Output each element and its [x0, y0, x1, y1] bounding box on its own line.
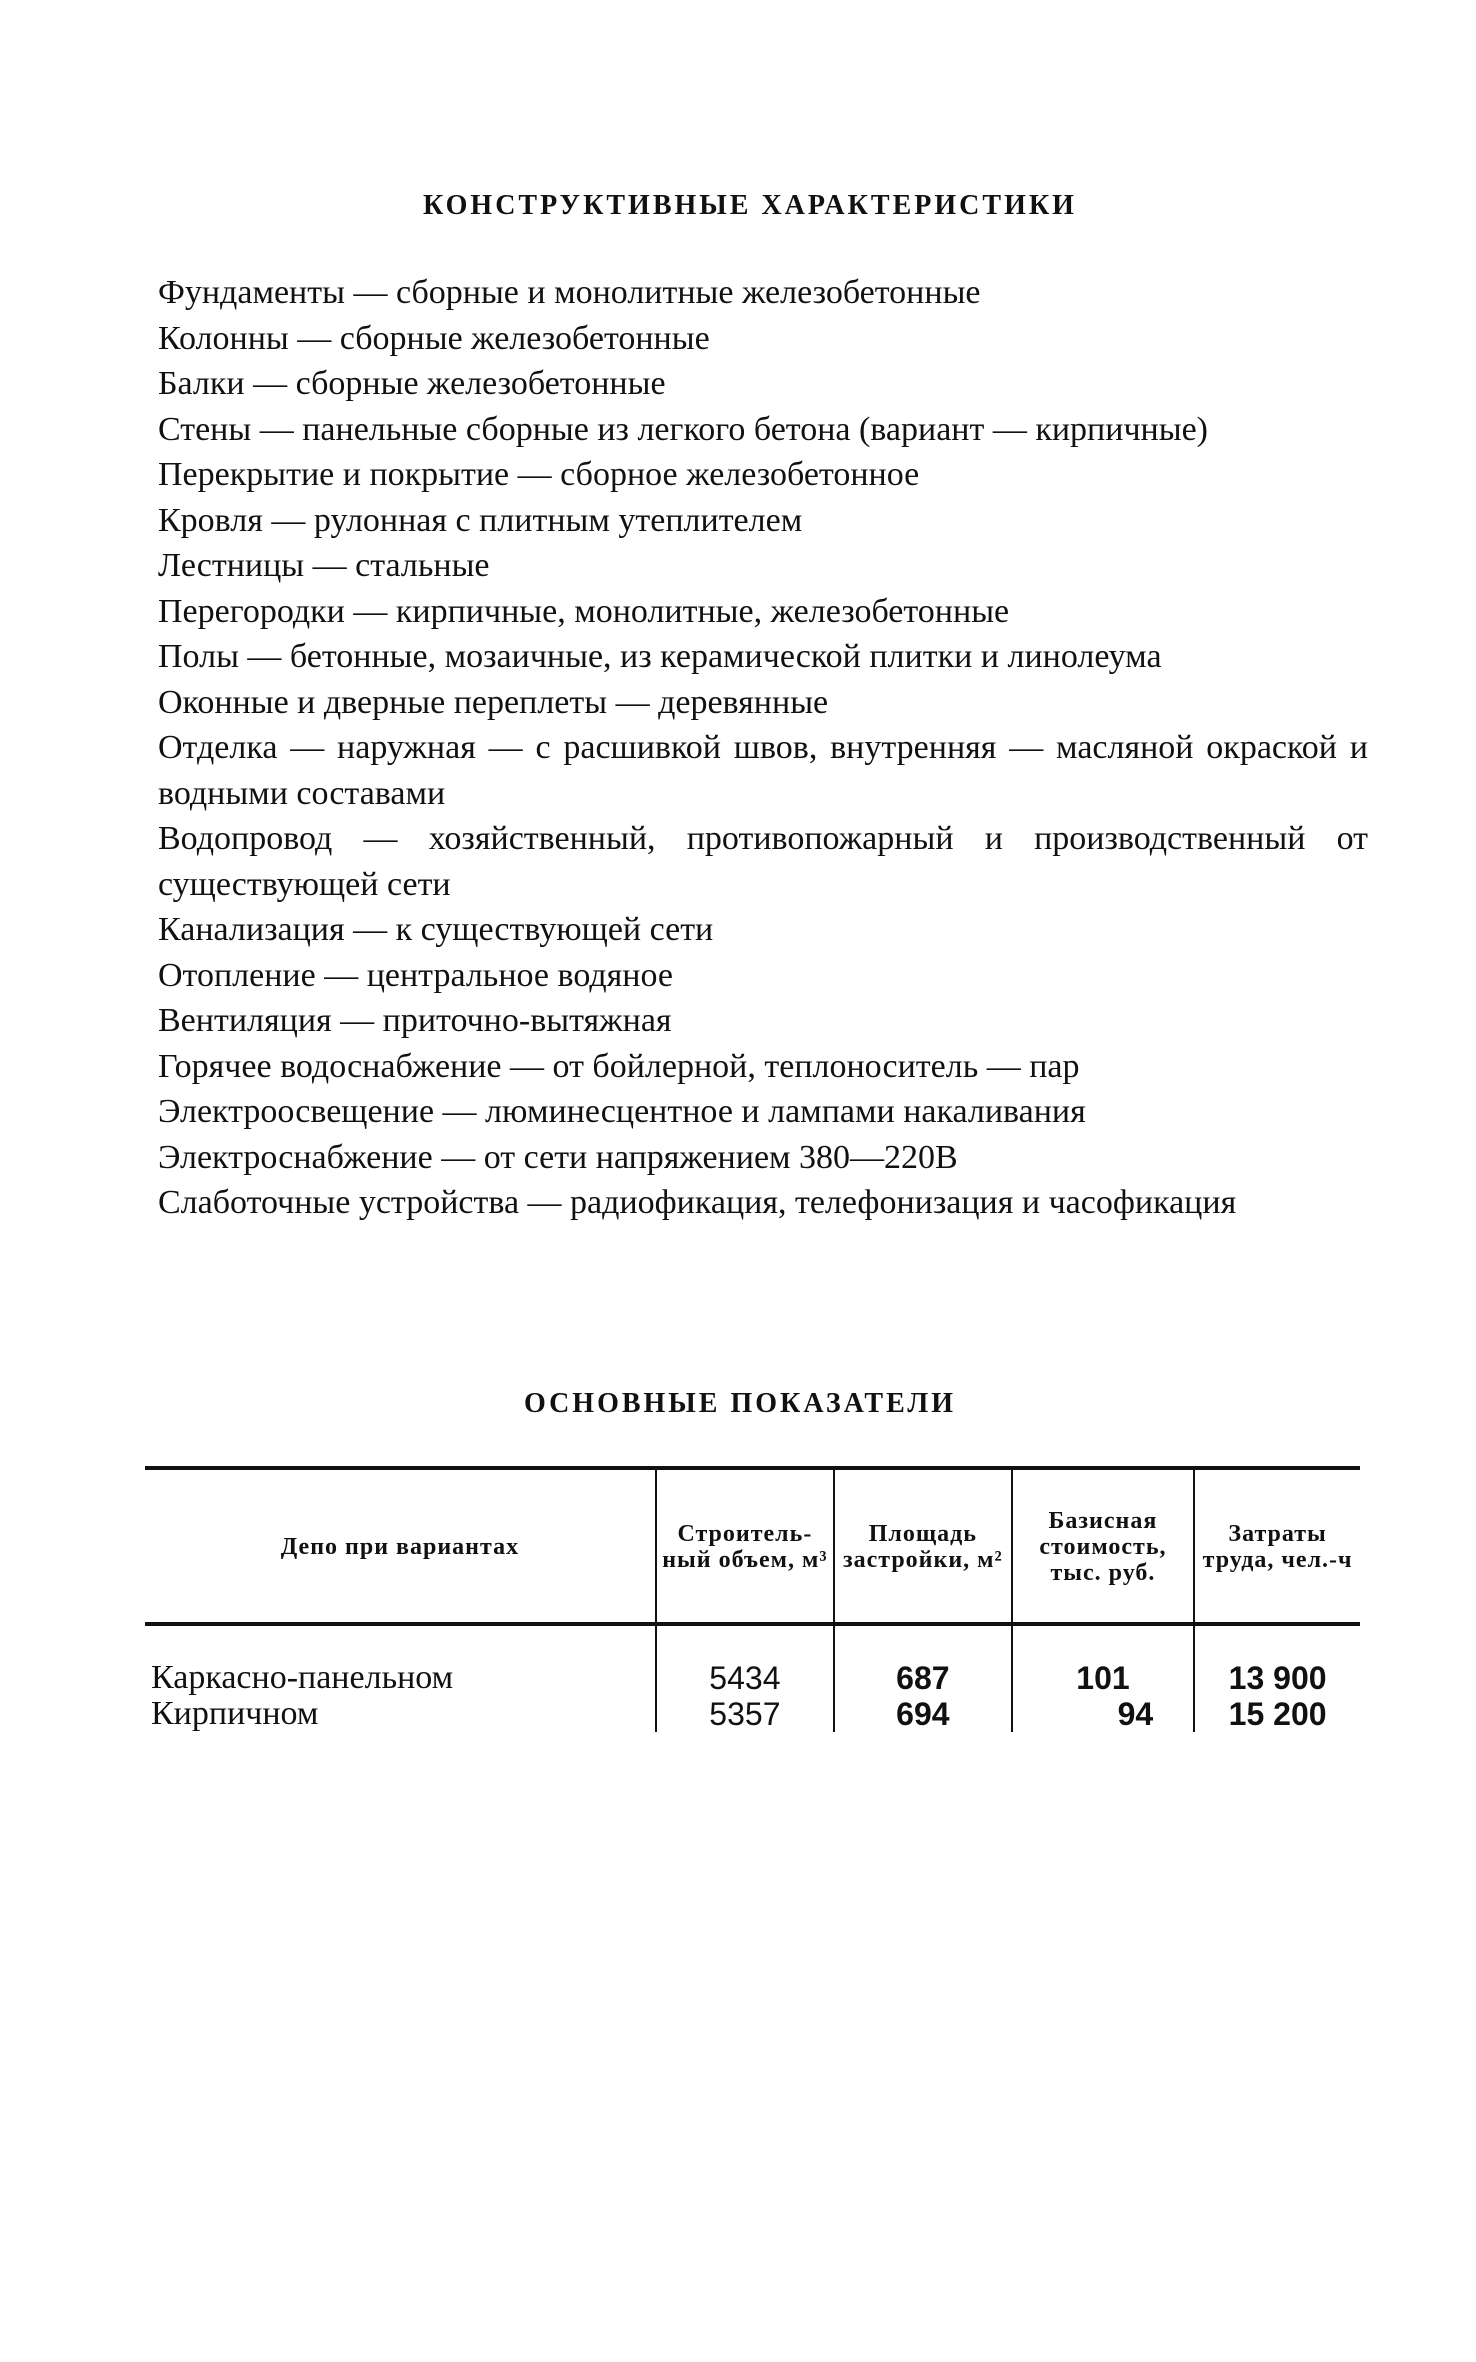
spec-item: Лестницы — стальные	[158, 547, 490, 584]
constructive-specs-list	[158, 270, 1368, 1226]
cell-area: 694	[834, 1696, 1012, 1732]
spec-item: Полы — бетонные, мозаичные, из керамической плитки и линолеума	[158, 638, 1162, 675]
cell-cost: 94	[1012, 1696, 1194, 1732]
spec-item: Стены — панельные сборные из легкого бетона (вариант — кирпичные)	[158, 410, 1208, 448]
spec-item: Перекрытие и покрытие — сборное железобетонное	[158, 456, 920, 493]
header-base-cost: Базисная стоимость, тыс. руб.	[1012, 1468, 1194, 1624]
spec-item: Балки — сборные железобетонные	[158, 365, 666, 402]
table-header-row	[145, 1468, 1360, 1624]
cell-area: 687	[834, 1624, 1012, 1696]
indicators-table	[145, 1466, 1360, 1732]
cell-variant: Каркасно-панельном	[151, 1659, 454, 1696]
spec-item: Вентиляция — приточно-вытяжная	[158, 1002, 672, 1039]
spec-item: Электроснабжение — от сети напряжением 380—220В	[158, 1138, 958, 1176]
spec-item: Отделка — наружная — с расшивкой швов, внутренняя — масляной окраской и водными составами	[158, 729, 1368, 812]
spec-item: Водопровод — хозяйственный, противопожарный и производственный от существующей сети	[158, 820, 1368, 903]
spec-item: Горячее водоснабжение — от бойлерной, теплоноситель — пар	[158, 1047, 1080, 1085]
header-building-volume: Строитель-ный объем, м³	[656, 1468, 834, 1624]
spec-item: Кровля — рулонная с плитным утеплителем	[158, 501, 803, 539]
spec-item: Слаботочные устройства — радиофикация, телефонизация и часофикация	[158, 1184, 1237, 1221]
indicators-table-container	[145, 1466, 1360, 1732]
cell-volume: 5357	[656, 1696, 834, 1732]
cell-volume: 5434	[656, 1624, 834, 1696]
header-building-area: Площадь застройки, м²	[834, 1468, 1012, 1624]
table-row	[145, 1696, 1360, 1732]
header-labor-cost: Затраты труда, чел.-ч	[1194, 1468, 1360, 1624]
spec-item: Электроосвещение — люминесцентное и лампами накаливания	[158, 1093, 1086, 1130]
spec-item: Колонны — сборные железобетонные	[158, 319, 710, 357]
spec-item: Отопление — центральное водяное	[158, 956, 673, 994]
table-row	[145, 1624, 1360, 1696]
spec-item: Оконные и дверные переплеты — деревянные	[158, 683, 829, 721]
spec-item: Канализация — к существующей сети	[158, 911, 714, 948]
section-title-indicators: ОСНОВНЫЕ ПОКАЗАТЕЛИ	[523, 1388, 957, 1419]
cell-labor: 15 200	[1194, 1696, 1360, 1732]
cell-labor: 13 900	[1194, 1624, 1360, 1696]
header-depot-variant: Депо при вариантах	[145, 1468, 656, 1624]
spec-item: Перегородки — кирпичные, монолитные, железобетонные	[158, 592, 1010, 630]
section-title-constructive: КОНСТРУКТИВНЫЕ ХАРАКТЕРИСТИКИ	[423, 190, 1077, 221]
cell-cost: 101	[1012, 1624, 1194, 1696]
spec-item: Фундаменты — сборные и монолитные железобетонные	[158, 274, 981, 311]
cell-variant: Кирпичном	[151, 1695, 319, 1732]
